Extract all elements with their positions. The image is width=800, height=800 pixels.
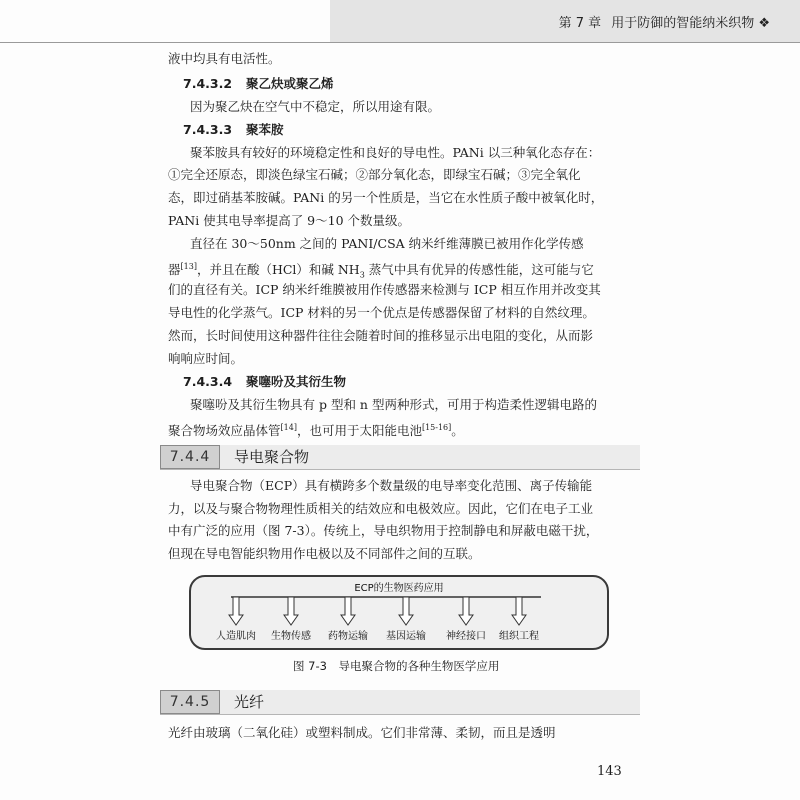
paragraph-line: 液中均具有电活性。 — [168, 51, 281, 66]
header-divider — [0, 42, 800, 43]
paragraph-line: 因为聚乙炔在空气中不稳定，所以用途有限。 — [190, 99, 441, 114]
subscript: 3 — [359, 270, 365, 280]
ornament-icon: ❖ — [758, 16, 770, 31]
figure-caption: 图 7-3 导电聚合物的各种生物医学应用 — [293, 659, 500, 673]
figure-arrow-icon — [284, 597, 298, 625]
citation: [13] — [180, 262, 197, 271]
figure-item-label: 基因运输 — [386, 631, 426, 642]
paragraph-line — [168, 419, 464, 440]
subsection-heading-7-4-3-4 — [183, 373, 346, 391]
section-number: 7.4.4 — [160, 445, 220, 469]
figure-item-label: 神经接口 — [446, 631, 486, 642]
figure-arrow-icon — [399, 597, 413, 625]
text-run: 器 — [168, 262, 181, 278]
figure-arrow-icon — [229, 597, 243, 625]
paragraph-line: 聚噻吩及其衍生物具有 p 型和 n 型两种形式，可用于构造柔性逻辑电路的 — [190, 397, 597, 412]
section-heading-7-4-4 — [160, 445, 640, 470]
text-run: 聚合物场效应晶体管 — [168, 423, 281, 439]
heading-number: 7.4.3.3 — [183, 122, 233, 137]
section-title: 光纤 — [234, 693, 265, 711]
paragraph-line: 力，以及与聚合物物理性质相关的结效应和电极效应。因此，它们在电子工业 — [168, 501, 594, 516]
figure-arrow-icon — [512, 597, 526, 625]
figure-item-label: 组织工程 — [499, 631, 539, 642]
heading-title: 聚噻吩及其衍生物 — [246, 374, 347, 389]
figure-title: ECP的生物医药应用 — [354, 583, 444, 594]
figure-item-label: 生物传感 — [271, 631, 311, 642]
paragraph-line: 然而，长时间使用这种器件往往会随着时间的推移显示出电阻的变化，从而影 — [168, 328, 594, 343]
text-run: 。 — [451, 423, 464, 439]
figure-arrow-icon — [341, 597, 355, 625]
section-heading-7-4-5 — [160, 690, 640, 715]
chapter-title: 用于防御的智能纳米织物 — [611, 16, 755, 31]
chapter-number: 第 7 章 — [558, 16, 602, 31]
figure-7-3-diagram — [189, 575, 609, 650]
paragraph-line: ①完全还原态，即淡色绿宝石碱；②部分氧化态，即绿宝石碱；③完全氧化 — [168, 167, 581, 182]
heading-title: 聚乙炔或聚乙烯 — [246, 76, 334, 91]
citation: [15-16] — [421, 423, 452, 432]
page-number: 143 — [597, 764, 622, 779]
figure-diagram-svg — [191, 577, 607, 648]
paragraph-line: 导电聚合物（ECP）具有横跨多个数量级的电导率变化范围、离子传输能 — [190, 478, 593, 493]
paragraph-line: 但现在导电智能织物用作电极以及不同部件之间的互联。 — [168, 546, 481, 561]
paragraph-line: 中有广泛的应用（图 7-3）。传统上，导电织物用于控制静电和屏蔽电磁干扰， — [168, 523, 599, 538]
heading-number: 7.4.3.4 — [183, 374, 233, 389]
text-run: 蒸气中具有优异的传感性能，这可能与它 — [364, 262, 594, 278]
paragraph-line: 导电性的化学蒸气。ICP 材料的另一个优点是传感器保留了材料的自然纹理。 — [168, 305, 595, 320]
figure-item-label: 药物运输 — [328, 631, 368, 642]
subsection-heading-7-4-3-2 — [183, 75, 334, 93]
text-run: ，也可用于太阳能电池 — [296, 423, 422, 439]
running-header — [330, 0, 800, 42]
paragraph-line: 们的直径有关。ICP 纳米纤维膜被用作传感器来检测与 ICP 相互作用并改变其 — [168, 282, 601, 297]
text-run: ，并且在酸（HCl）和碱 NH — [196, 262, 360, 278]
paragraph-line: 聚苯胺具有较好的环境稳定性和良好的导电性。PANi 以三种氧化态存在： — [190, 145, 601, 160]
running-header-text — [559, 12, 770, 31]
figure-item-label: 人造肌肉 — [216, 631, 256, 642]
heading-title: 聚苯胺 — [246, 122, 284, 137]
heading-number: 7.4.3.2 — [183, 76, 233, 91]
paragraph-line: 直径在 30～50nm 之间的 PANI/CSA 纳米纤维薄膜已被用作化学传感 — [190, 236, 584, 251]
paragraph-line: PANi 使其电导率提高了 9～10 个数量级。 — [168, 213, 411, 228]
paragraph-line: 光纤由玻璃（二氧化硅）或塑料制成。它们非常薄、柔韧，而且是透明 — [168, 725, 556, 740]
paragraph-line: 态，即过硝基苯胺碱。PANi 的另一个性质是，当它在水性质子酸中被氧化时， — [168, 190, 604, 205]
section-number: 7.4.5 — [160, 690, 220, 714]
citation: [14] — [280, 423, 297, 432]
subsection-heading-7-4-3-3 — [183, 121, 284, 139]
figure-arrow-icon — [459, 597, 473, 625]
paragraph-line: 响响应时间。 — [168, 351, 244, 366]
section-title: 导电聚合物 — [234, 448, 310, 466]
